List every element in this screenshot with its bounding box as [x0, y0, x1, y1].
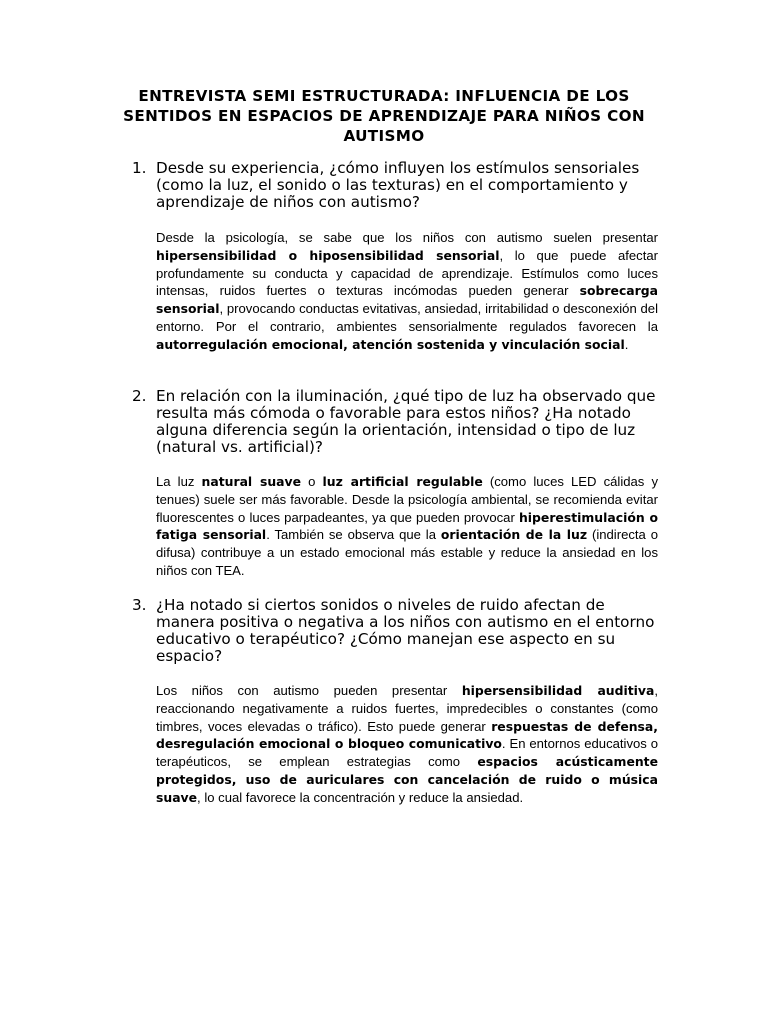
answer-paragraph	[156, 473, 658, 580]
question-number: 3.	[132, 596, 147, 614]
emphasized-text: hiperestimulación o fatiga sensorial	[156, 509, 658, 543]
emphasized-text: respuestas de defensa, desregulación emocional o bloqueo comunicativo	[156, 718, 658, 752]
answer-text: o	[301, 474, 323, 489]
answer-text: Desde la psicología, se sabe que los niños con autismo suelen presentar	[156, 230, 658, 245]
answer-text: Los niños con autismo pueden presentar	[156, 683, 462, 698]
answer-paragraph	[156, 682, 658, 807]
answer-text: , lo que puede afectar profundamente su conducta y capacidad de aprendizaje. Estímulos como luces intensas, ruidos fuertes o texturas incómodas pueden generar	[156, 247, 658, 299]
emphasized-text: hipersensibilidad auditiva	[461, 683, 655, 698]
emphasized-text: luz artificial regulable	[322, 474, 483, 489]
answer-text: . También se observa que la	[266, 527, 441, 543]
emphasized-text: orientación de la luz	[440, 527, 588, 543]
emphasized-text: hipersensibilidad o hiposensibilidad sensorial	[156, 247, 500, 263]
answer-text: , reaccionando negativamente a ruidos fuertes, impredecibles o constantes (como timbres, voces elevadas o tráfico). Esto puede generar	[156, 683, 658, 734]
question-text: Desde su experiencia, ¿cómo influyen los estímulos sensoriales (como la luz, el sonido o las texturas) en el comportamiento y aprendizaje de niños con autismo?	[156, 159, 640, 211]
emphasized-text: sobrecarga sensorial	[156, 283, 658, 317]
answer-text: (como luces LED cálidas y tenues) suele ser más favorable. Desde la psicología ambiental, se recomienda evitar fluorescentes o luces parpadeantes, ya que pueden provocar	[156, 474, 659, 525]
answer-text: , lo cual favorece la concentración y reduce la ansiedad.	[197, 789, 524, 805]
answer-text: .	[624, 336, 629, 352]
question-number: 2.	[132, 387, 147, 405]
question-text: ¿Ha notado si ciertos sonidos o niveles de ruido afectan de manera positiva o negativa a los niños con autismo en el entorno educativo o terapéutico? ¿Cómo manejan ese aspecto en su espacio?	[156, 596, 655, 665]
question-text: En relación con la iluminación, ¿qué tipo de luz ha observado que resulta más cómoda o favorable para estos niños? ¿Ha notado alguna diferencia según la orientación, intensidad o tipo de luz (natural vs. artificial)?	[156, 387, 656, 456]
emphasized-text: natural suave	[201, 474, 301, 489]
emphasized-text: autorregulación emocional, atención sostenida y vinculación social	[156, 336, 625, 352]
answer-text: (indirecta o difusa) contribuye a un estado emocional más estable y reduce la ansiedad en los niños con TEA.	[156, 527, 658, 578]
answer-text: , provocando conductas evitativas, ansiedad, irritabilidad o desconexión del entorno. Por el contrario, ambientes sensorialmente regulados favorecen la	[156, 301, 658, 334]
answer-text: . En entornos educativos o terapéuticos, se emplean estrategias como	[156, 736, 659, 770]
answer-text: La luz	[156, 474, 202, 489]
answer-paragraph	[156, 229, 658, 354]
question-number: 1.	[132, 159, 147, 177]
emphasized-text: espacios acústicamente protegidos, uso de auriculares con cancelación de ruido o música suave	[156, 754, 658, 805]
document-title: ENTREVISTA SEMI ESTRUCTURADA: INFLUENCIA DE LOS SENTIDOS EN ESPACIOS DE APRENDIZAJE PARA NIÑOS CON AUTISMO	[123, 87, 645, 145]
